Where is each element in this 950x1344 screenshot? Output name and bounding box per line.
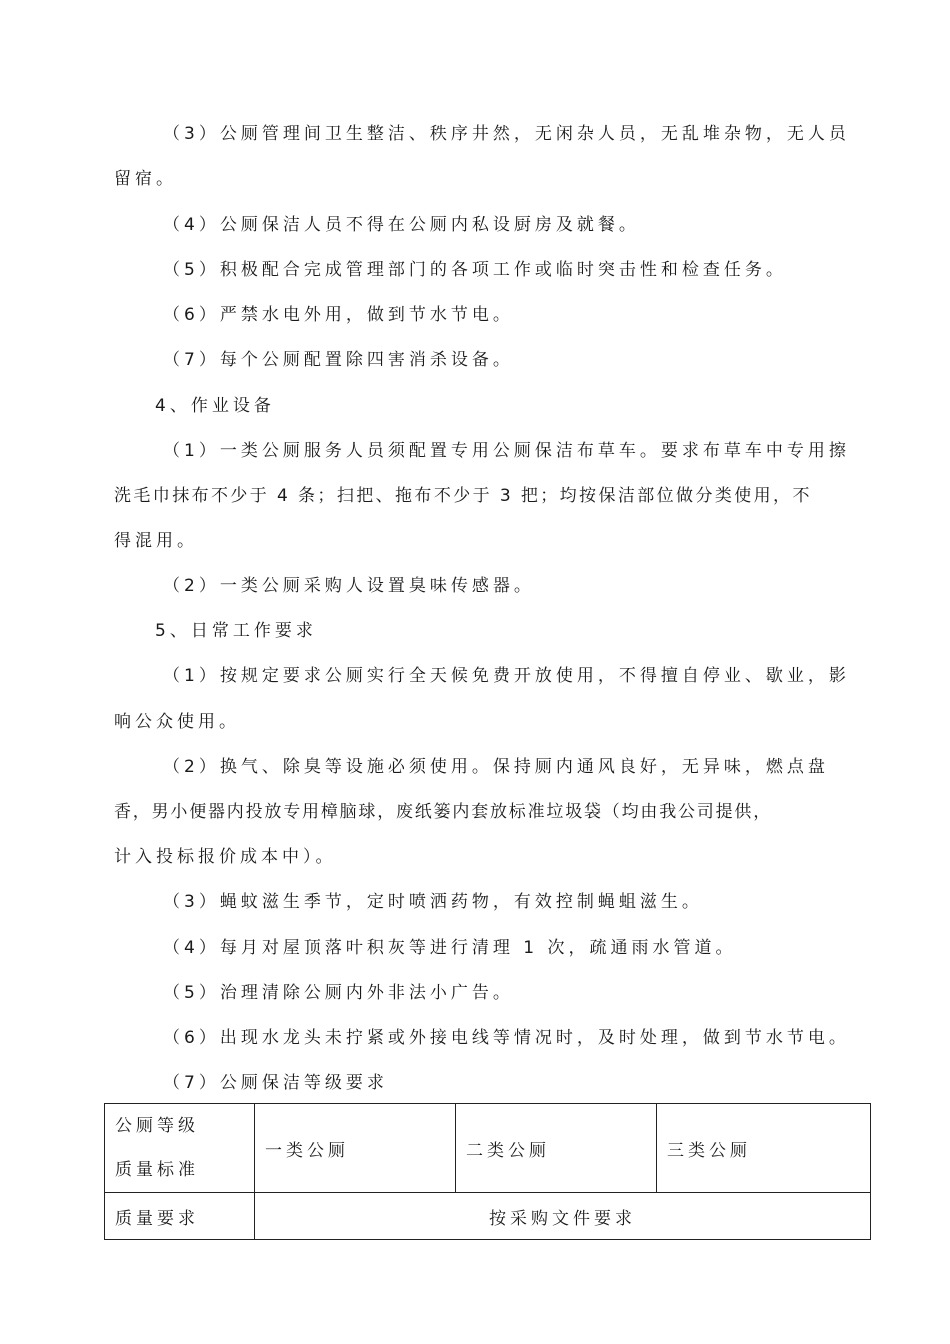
work-5: （5）治理清除公厕内外非法小广告。: [163, 983, 514, 1003]
paragraph-4: （4）公厕保洁人员不得在公厕内私设厨房及就餐。: [163, 215, 640, 235]
table-corner-cell: [105, 1104, 255, 1193]
equipment-1-line-3: 得混用。: [114, 531, 198, 551]
paragraph-3-line-2: 留宿。: [114, 169, 177, 189]
table-row: [105, 1193, 871, 1240]
header-class-3: 三类公厕: [657, 1104, 871, 1193]
work-1-line-2: 响公众使用。: [114, 712, 240, 732]
work-7: （7）公厕保洁等级要求: [163, 1073, 388, 1093]
work-4: （4）每月对屋顶落叶积灰等进行清理 1 次，疏通雨水管道。: [163, 938, 737, 958]
paragraph-3-line-1: （3）公厕管理间卫生整洁、秩序井然，无闲杂人员，无乱堆杂物，无人员: [163, 124, 850, 144]
row-value-quality-requirement: 按采购文件要求: [255, 1193, 871, 1240]
section-heading-4: 4、作业设备: [155, 396, 275, 416]
header-standard-label: 质量标准: [115, 1160, 199, 1180]
work-1-line-1: （1）按规定要求公厕实行全天候免费开放使用，不得擅自停业、歇业，影: [163, 666, 850, 686]
equipment-1-line-1: （1）一类公厕服务人员须配置专用公厕保洁布草车。要求布草车中专用擦: [163, 441, 850, 461]
cleaning-grade-table: [104, 1103, 871, 1240]
work-3: （3）蝇蚊滋生季节，定时喷洒药物，有效控制蝇蛆滋生。: [163, 892, 703, 912]
work-2-line-1: （2）换气、除臭等设施必须使用。保持厕内通风良好，无异味，燃点盘: [163, 757, 829, 777]
header-class-1: 一类公厕: [255, 1104, 456, 1193]
paragraph-5: （5）积极配合完成管理部门的各项工作或临时突击性和检查任务。: [163, 260, 787, 280]
header-class-2: 二类公厕: [456, 1104, 657, 1193]
paragraph-6: （6）严禁水电外用，做到节水节电。: [163, 305, 514, 325]
section-heading-5: 5、日常工作要求: [155, 621, 317, 641]
equipment-1-line-2: 洗毛巾抹布不少于 4 条；扫把、拖布不少于 3 把；均按保洁部位做分类使用，不: [114, 486, 812, 506]
work-2-line-2: 香，男小便器内投放专用樟脑球，废纸篓内套放标准垃圾袋（均由我公司提供，: [114, 802, 772, 822]
work-6: （6）出现水龙头未拧紧或外接电线等情况时，及时处理，做到节水节电。: [163, 1028, 850, 1048]
row-label-quality-requirement: 质量要求: [105, 1193, 255, 1240]
paragraph-7: （7）每个公厕配置除四害消杀设备。: [163, 350, 514, 370]
work-2-line-3: 计入投标报价成本中）。: [114, 847, 337, 867]
equipment-2: （2）一类公厕采购人设置臭味传感器。: [163, 576, 535, 596]
header-grade-label: 公厕等级: [115, 1116, 199, 1136]
table-header-row: [105, 1104, 871, 1193]
